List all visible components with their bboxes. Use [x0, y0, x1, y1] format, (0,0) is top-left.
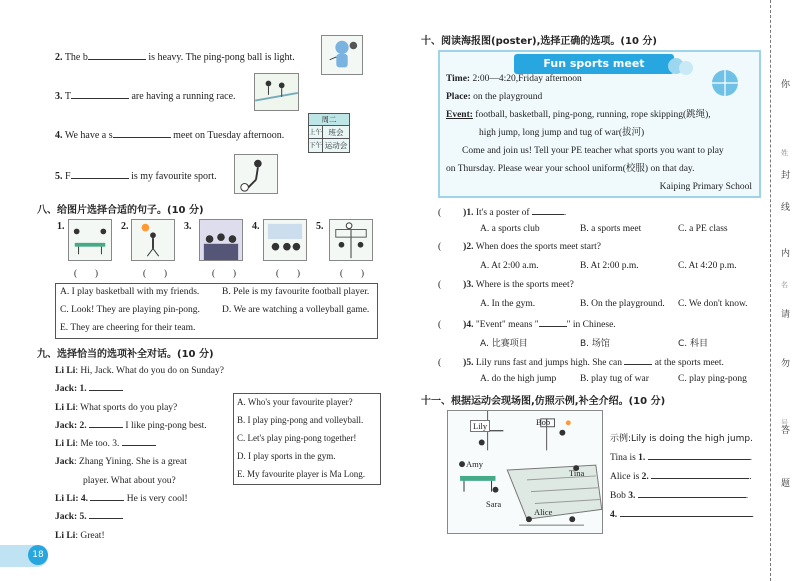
- poster-body: Time: 2:00—4:20,Friday afternoon Place: on the playground Event: football, basketball, ping-pong, running, rope skipping(跳绳), high jump, long jump and tug of war(拔河) Come and join us! Tell your PE teacher what sports you want to play on Thursday. Please wear your school uniform(校服) on that day. Kaiping Primary School: [446, 74, 752, 192]
- item-3: 3. T are having a running race.: [55, 91, 236, 102]
- running-race-picture: [254, 73, 299, 111]
- question-5: ( )5. Lily runs fast and jumps high. She can at the sports meet.: [438, 355, 724, 368]
- answer-blank[interactable]: [89, 381, 123, 391]
- answer-blank[interactable]: [539, 317, 567, 327]
- page-number: 18: [28, 545, 48, 565]
- volleyball-picture: [329, 219, 373, 261]
- sec8-options-box: A. I play basketball with my friends. B. Pele is my favourite football player. C. Look! They are playing pin-pong. D. We are watching a volleyball game. E. They are cheering for their team.: [55, 283, 378, 339]
- sec9-options-box: A. Who's your favourite player? B. I play ping-pong and volleyball. C. Let's play ping-pong together! D. I play sports in the gym. E. My favourite player is Ma Long.: [233, 393, 381, 485]
- item-5: 5. F is my favourite sport.: [55, 171, 217, 182]
- sports-meet-scene: Lily Bob Amy Tina Sara Alice: [447, 410, 603, 534]
- item-4: 4. We have a s meet on Tuesday afternoon.: [55, 130, 285, 141]
- watching-game-picture: [263, 219, 307, 261]
- question-3: ( )3. Where is the sports meet?: [438, 280, 574, 290]
- item-2: 2. The b is heavy. The ping-pong ball is light.: [55, 52, 295, 63]
- poster: [438, 50, 761, 198]
- basketball-picture: [131, 219, 175, 261]
- answer-blank[interactable]: [71, 169, 129, 179]
- answer-blank[interactable]: [620, 507, 752, 517]
- football-player-picture: [234, 154, 278, 194]
- answer-blank[interactable]: [624, 355, 652, 365]
- dialogue: Li Li: Hi, Jack. What do you do on Sunday? Jack: 1. Li Li: What sports do you play? Jack: 2. I like ping-pong best. Li Li: Me too. 3. Jack: Zhang Yining. She is a great player. What about you? Li Li: 4. He is very cool! Jack: 5. Li Li: Great!: [55, 366, 224, 541]
- poster-heading: Fun sports meet: [514, 54, 674, 74]
- answer-blank[interactable]: [90, 491, 124, 501]
- answer-blank[interactable]: [638, 488, 746, 498]
- cheering-fans-picture: [199, 219, 243, 261]
- answer-blank[interactable]: [88, 50, 146, 60]
- answer-blank[interactable]: [71, 89, 129, 99]
- answer-blank[interactable]: [89, 509, 123, 519]
- answer-blank[interactable]: [122, 436, 156, 446]
- fill-in-area: 示例:Lily is doing the high jump. Tina is 1. . Alice is 2. . Bob 3. . 4. .: [610, 434, 754, 520]
- ping-pong-picture: [68, 219, 112, 261]
- answer-blank[interactable]: [651, 469, 749, 479]
- answer-blank[interactable]: [89, 418, 123, 428]
- answer-blank[interactable]: [532, 205, 564, 215]
- question-2: ( )2. When does the sports meet start?: [438, 242, 601, 252]
- answer-blank[interactable]: [113, 128, 171, 138]
- answer-blank[interactable]: [648, 450, 750, 460]
- schedule-card: 周二 上午 班会 下午 运动会: [308, 113, 350, 153]
- question-1: ( )1. It's a poster of .: [438, 205, 566, 218]
- question-4: ( )4. "Event" means " " in Chinese.: [438, 317, 616, 330]
- mascot-picture: [321, 35, 363, 75]
